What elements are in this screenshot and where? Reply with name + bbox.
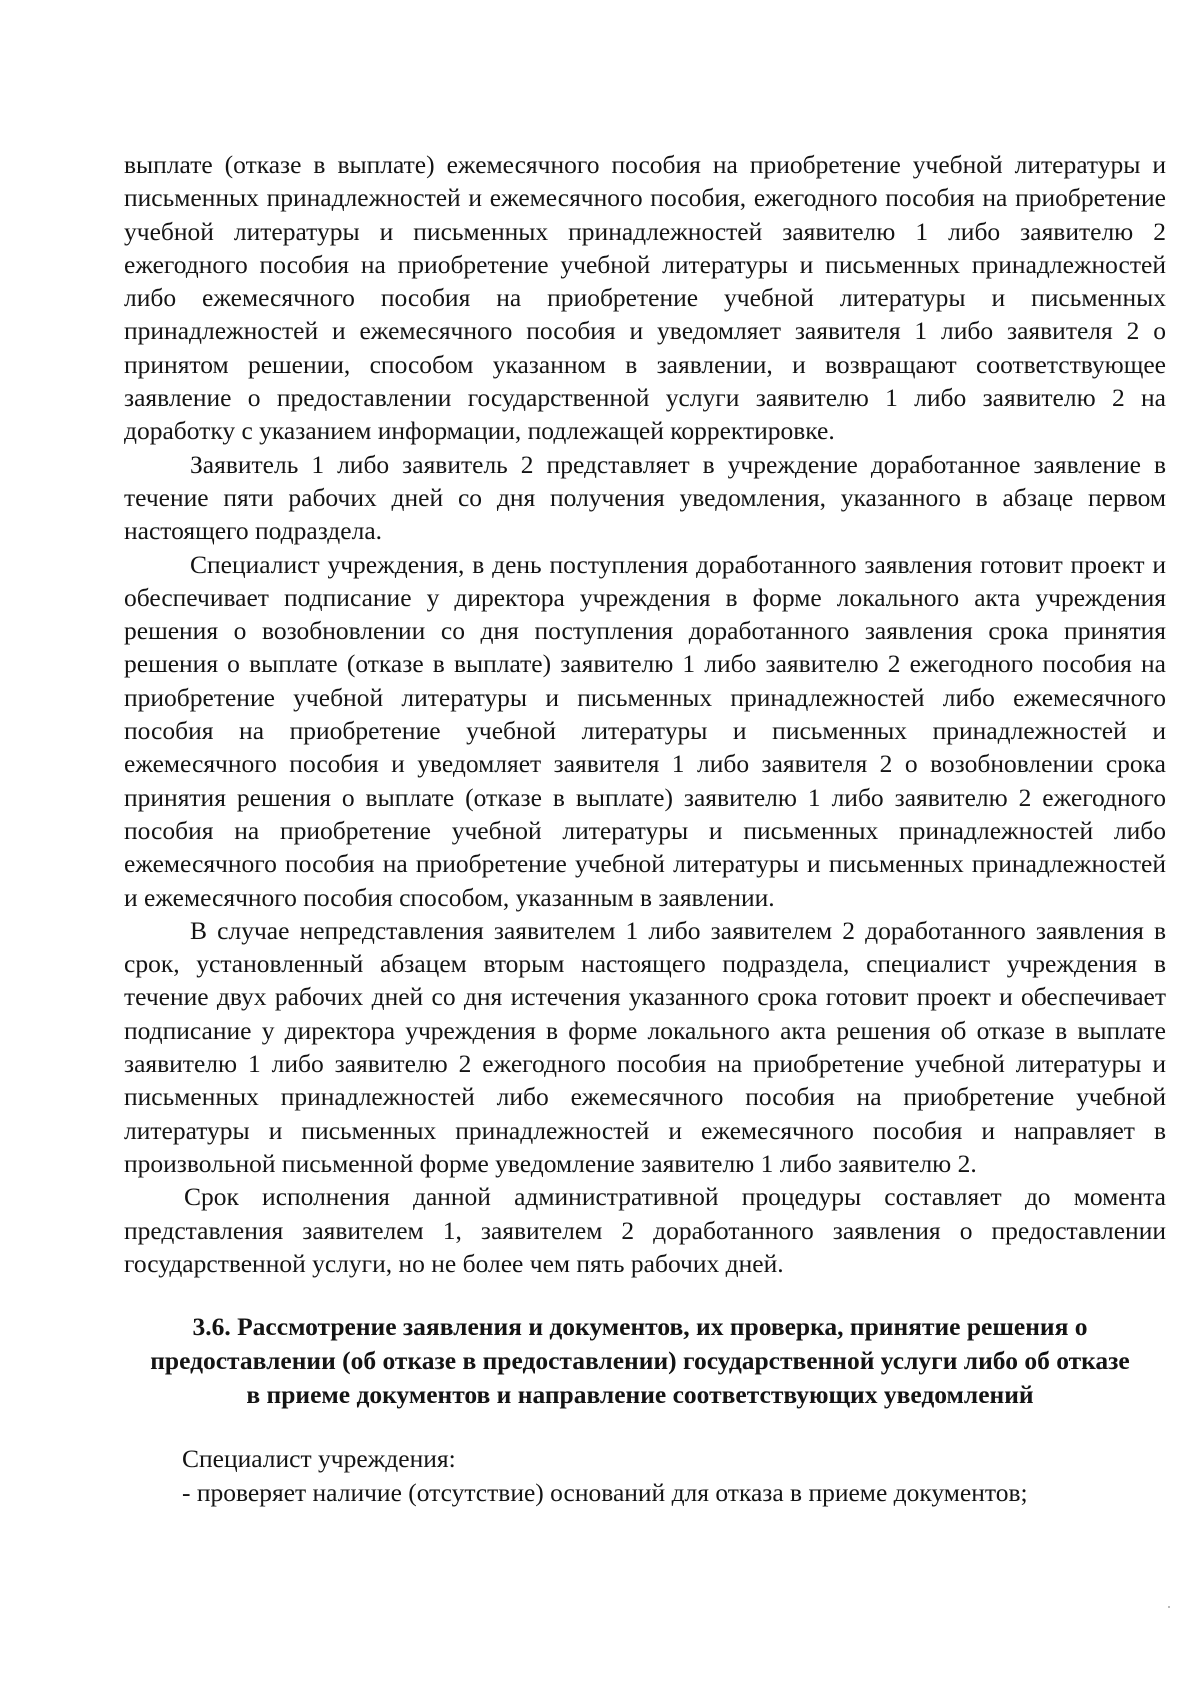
paragraph-resubmission: Заявитель 1 либо заявитель 2 представляет в учреждение доработанное заявление в течение пяти рабочих дней со дня получения уведомления, указанного в абзаце первом настоящего подраздела.: [124, 449, 1166, 546]
list-intro: Специалист учреждения:: [182, 1444, 456, 1474]
scan-speck: [1168, 1606, 1170, 1608]
paragraph-refusal: В случае непредставления заявителем 1 либо заявителем 2 доработанного заявления в срок, установленный абзацем вторым настоящего подраздела, специалист учреждения в течение двух рабочих дней со дня истечения указанного срока готовит проект и обеспечивает подписание у директора учреждения в форме локального акта решения об отказе в выплате заявителю 1 либо заявителю 2 ежегодного пособия на приобретение учебной литературы и письменных принадлежностей либо ежемесячного пособия на приобретение учебной литературы и письменных принадлежностей и ежемесячного пособия и направляет в произвольной письменной форме уведомление заявителю 1 либо заявителю 2.: [124, 915, 1166, 1178]
specialist-duties: [182, 1442, 1166, 1509]
paragraph-resumption: Специалист учреждения, в день поступления доработанного заявления готовит проект и обеспечивает подписание у директора учреждения в форме локального акта учреждения решения о возобновлении со дня поступления доработанного заявления срока принятия решения о выплате (отказе в выплате) заявителю 1 либо заявителю 2 ежегодного пособия на приобретение учебной литературы и письменных принадлежностей либо ежемесячного пособия на приобретение учебной литературы и письменных принадлежностей и ежемесячного пособия и уведомляет заявителя 1 либо заявителя 2 о возобновлении срока принятия решения о выплате (отказе в выплате) заявителю 1 либо заявителю 2 ежегодного пособия на приобретение учебной литературы и письменных принадлежностей либо ежемесячного пособия на приобретение учебной литературы и письменных принадлежностей и ежемесячного пособия способом, указанным в заявлении.: [124, 549, 1166, 912]
document-page: [124, 148, 1166, 1509]
paragraph-deadline: Срок исполнения данной административной процедуры составляет до момента представления заявителем 1, заявителем 2 доработанного заявления о предоставлении государственной услуги, но не более чем пять рабочих дней.: [124, 1182, 1166, 1278]
paragraph-continuation: выплате (отказе в выплате) ежемесячного пособия на приобретение учебной литературы и письменных принадлежностей и ежемесячного пособия, ежегодного пособия на приобретение учебной литературы и письменных принадлежностей заявителю 1 либо заявителю 2 ежегодного пособия на приобретение учебной литературы и письменных принадлежностей либо ежемесячного пособия на приобретение учебной литературы и письменных принадлежностей и ежемесячного пособия и уведомляет заявителя 1 либо заявителя 2 о принятом решении, способом указанном в заявлении, и возвращают соответствующее заявление о предоставлении государственной услуги заявителю 1 либо заявителю 2 на доработку с указанием информации, подлежащей корректировке.: [124, 150, 1166, 446]
list-item: - проверяет наличие (отсутствие) оснований для отказа в приеме документов;: [182, 1477, 1028, 1507]
section-heading: 3.6. Рассмотрение заявления и документов, их проверка, принятие решения о предоставлении (об отказе в предоставлении) государственной услуги либо об отказе в приеме документов и направление соответствующих уведомлений: [150, 1312, 1130, 1410]
